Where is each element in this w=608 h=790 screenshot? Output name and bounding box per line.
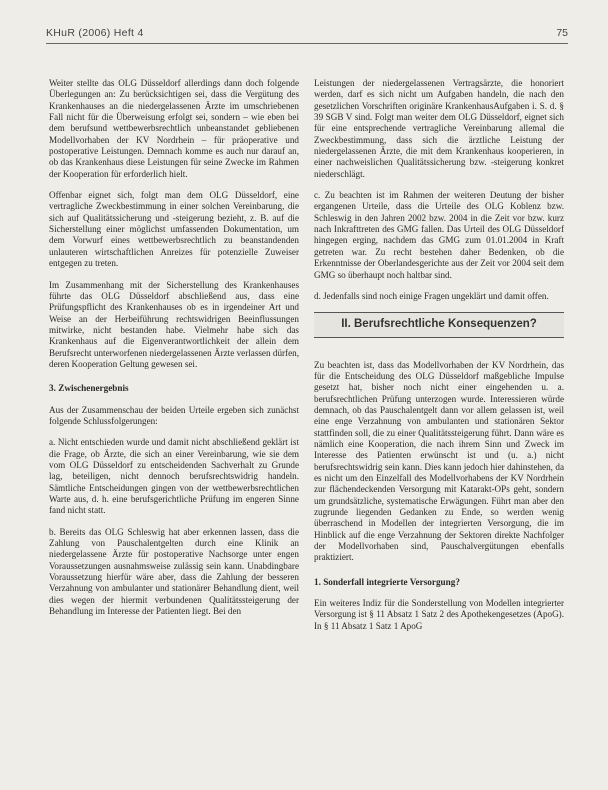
journal-title: KHuR (2006) Heft 4 — [46, 27, 144, 39]
running-header — [46, 25, 568, 44]
page-number: 75 — [556, 27, 568, 39]
paragraph: c. Zu beachten ist im Rahmen der weiteren Deutung der bisher ergangenen Urteile, dass die Urteile des OLG Koblenz bzw. Schleswig in den Jahren 2002 bzw. 2004 in die Zeit vor bzw. kurz nach Inkrafttreten des GMG fallen. Das Urteil des OLG Düsseldorf hingegen erging, nachdem das GMG zum 01.01.2004 in Kraft getreten war. Zu recht bestehen daher Bedenken, ob die Erkenntnisse der Oberlandesgerichte aus der Zeit vor 2004 seit dem GMG so überhaupt noch haltbar sind. — [314, 190, 564, 280]
paragraph: b. Bereits das OLG Schleswig hat aber erkennen lassen, dass die Zahlung von Pauschalentgelten durch eine Klinik an niedergelassene Ärzte für postoperative Nachsorge unter engen Voraussetzungen ausnahmsweise zulässig sein kann. Unabdingbare Voraussetzung hierfür wäre aber, dass die Zahlung der besseren Verzahnung von ambulanter und stationärer Behandlung dient, weil dies wegen der hiermit verbundenen Qualitätssteigerung der Behandlung im Interesse der Patienten liegt. Bei den — [49, 526, 299, 617]
paragraph: Im Zusammenhang mit der Sicherstellung des Krankenhauses führte das OLG Düsseldorf abschließend aus, dass eine Prüfungspflicht des Krankenhauses ob es in irgendeiner Art und Weise an der Herbeiführung rechtswidrigen Beeinflussungen mitwirke, nicht bestanden habe. Vielmehr habe sich das Krankenhaus auf die Eigenverantwortlichkeit der allein dem Berufsrecht unterworfenen niedergelassenen Ärzte verlassen dürfen, deren Kooperation Geltung gewesen sei. — [49, 279, 299, 369]
subsection-heading: 1. Sonderfall integrierte Versorgung? — [314, 576, 460, 587]
paragraph: d. Jedenfalls sind noch einige Fragen ungeklärt und damit offen. — [314, 290, 549, 301]
left-column — [49, 78, 299, 627]
paragraph: Aus der Zusammenschau der beiden Urteile ergeben sich zunächst folgende Schlussfolgerungen: — [49, 404, 299, 426]
right-column — [314, 78, 564, 642]
paragraph: Zu beachten ist, dass das Modellvorhaben der KV Nordrhein, das für die Entscheidung des OLG Düsseldorf maßgebliche Impulse gesetzt hat, bisher noch nicht einer eingehenden u. a. berufsrechtlichen Prüfung unterzogen wurde. Interessieren würde demnach, ob das Pauschalentgelt dann vor allem gelassen ist, weil eine enge Verzahnung von ambulanten und stationären Sektor stattfinden soll, die zu einer Qualitätssteigerung führt. Dann wäre es nämlich eine Kooperation, die nach ihrem Sinn und Zweck im Interesse des Patienten erwünscht ist und (u. a.) nicht berufsrechtswidrig sein kann. Dies kann jedoch hier dahinstehen, da es nicht um den Einzelfall des Modellvorhabens der KV Nordrhein zur flächendeckenden Versorgung mit Katarakt-OPs geht, sondern um grundsätzliche, systematische Erwägungen. Führt man aber den zugrunde liegenden Gedanken zu Ende, so werden wenig überraschend in Modellen der integrierten Versorgung, die im Hinblick auf die enge Verzahnung der Sektoren direkte Nachfolger der Modellvorhaben sind, Pauschalvergütungen ebenfalls praktiziert. — [314, 359, 564, 563]
paragraph: a. Nicht entschieden wurde und damit nicht abschließend geklärt ist die Frage, ob Ärzte, die sich an einer Vereinbarung, wie sie dem vom OLG Düsseldorf zu entscheidenden Sachverhalt zu Grunde lag, beteiligen, nicht dennoch berufsrechtswidrig handeln. Sämtliche Entscheidungen gingen von der wettbewerbsrechtlichen Warte aus, d. h. eine berufsgerichtliche Prüfung im engeren Sinne fand nicht statt. — [49, 437, 299, 516]
paragraph: Weiter stellte das OLG Düsseldorf allerdings dann doch folgende Überlegungen an: Zu berücksichtigen sei, dass die Vergütung des Krankenhauses an die niedergelassenen Ärzte im umschriebenen Fall nicht für die Überweisung erfolgt sei, sondern – wie eben bei dem berufsund wettbewerbsrechtlich unbeanstandet gebliebenen Modellvorhaben der KV Nordrhein – für präoperative und postoperative Leistungen. Demnach komme es auch nur darauf an, ob das Krankenhaus diese Leistungen für seine Zwecke im Rahmen der Kooperation für erforderlich hielt. — [49, 78, 299, 179]
paragraph: Ein weiteres Indiz für die Sonderstellung von Modellen integrierter Versorgung ist § 11 Absatz 1 Satz 2 des Apothekengesetzes (ApoG). In § 11 Absatz 1 Satz 1 ApoG — [314, 598, 564, 631]
subsection-heading: 3. Zwischenergebnis — [49, 383, 129, 394]
section-title: II. Berufsrechtliche Konsequenzen? — [314, 312, 564, 337]
paragraph: Offenbar eignet sich, folgt man dem OLG Düsseldorf, eine vertragliche Zweckbestimmung in einer solchen Vereinbarung, die sich auf Qualitätssicherung und -steigerung bezieht, z. B. auf die Sicherstellung einer möglichst umfassenden Dokumentation, um dem Vorwurf eines wettbewerbsrechtlich zu beanstandenden unlauteren wirtschaftlichen Anreizes für potenzielle Zuweiser entgegen zu treten. — [49, 190, 299, 269]
paragraph: Leistungen der niedergelassenen Vertragsärzte, die honoriert werden, darf es sich nicht um Aufgaben handeln, die nach den gesetzlichen Vorschriften originäre KrankenhausAufgaben i. S. d. § 39 SGB V sind. Folgt man weiter dem OLG Düsseldorf, eignet sich für eine entsprechende vertragliche Vereinbarung allemal die Zweckbestimmung, dass sich die ärztliche Leistung der niedergelassenen Ärzte, die mit dem Krankenhaus kooperieren, in einer nachweislichen Qualitätssicherung bzw. -steigerung konkret niederschlägt. — [314, 78, 564, 179]
